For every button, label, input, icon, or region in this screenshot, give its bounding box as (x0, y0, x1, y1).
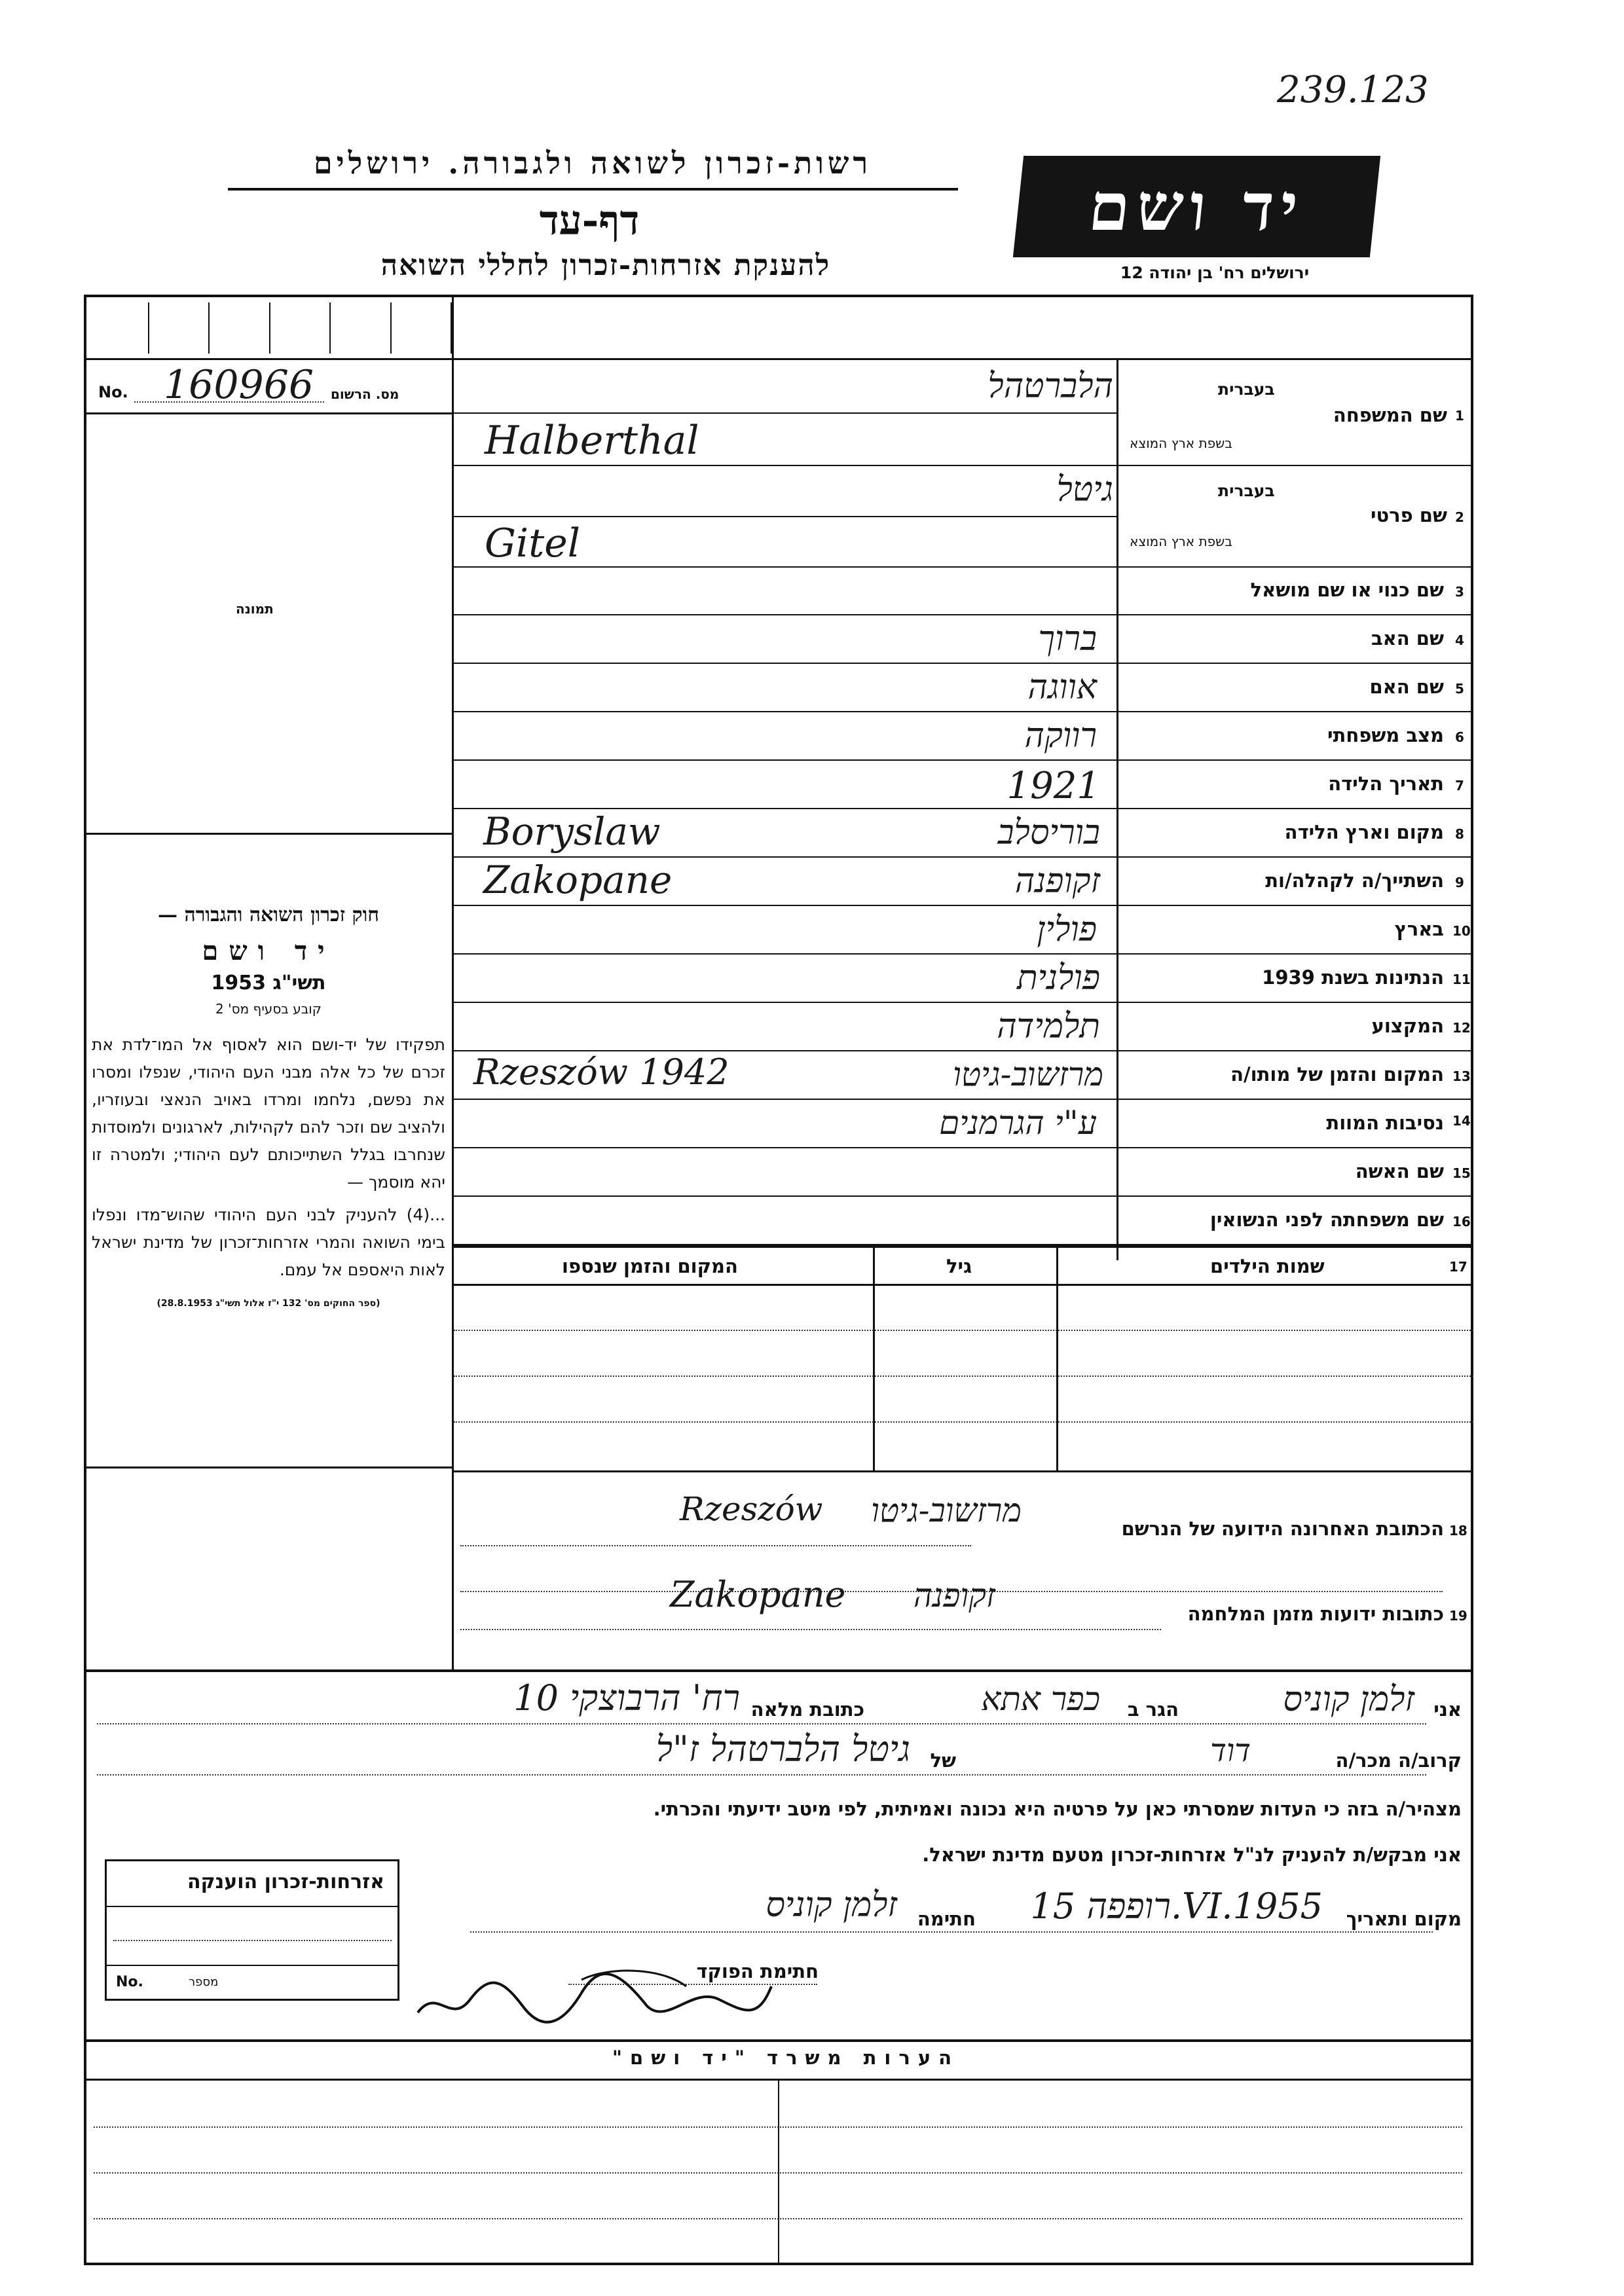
field-2-value-latin: Gitel (485, 520, 580, 566)
address-label: כתובת מלאה (750, 1698, 864, 1721)
field-row (454, 858, 1473, 906)
law-title: חוק זכרון השואה והגבורה — (158, 903, 379, 926)
field-row (454, 1197, 1473, 1245)
form-title: דף-עד (539, 196, 640, 244)
field-11-label: הנתינות בשנת 1939 (1262, 966, 1444, 989)
children-col-age: גיל (946, 1255, 972, 1277)
field-13-label: המקום והזמן של מותו/ה (1230, 1063, 1444, 1085)
field-12-value: תלמידה (997, 1007, 1100, 1046)
field-19-value-latin: Zakopane (670, 1574, 846, 1615)
field-10-value: פולין (1037, 910, 1097, 949)
field-9-value-hebrew: זקופנה (1014, 862, 1100, 901)
field-14-label: נסיבות המוות (1326, 1112, 1444, 1134)
field-13-number: 13 (1452, 1068, 1471, 1084)
field-9-value-latin: Zakopane (483, 858, 673, 902)
law-citation: (ספר החוקים מס' 132 י"ז אלול תשי"ג 28.8.1953) (157, 1298, 380, 1309)
field-12-label: המקצוע (1371, 1015, 1444, 1037)
field-row (454, 1003, 1473, 1051)
citizenship-number-label: מספר (189, 1975, 219, 1989)
place-date-label: מקום ותאריך (1346, 1908, 1462, 1930)
residing-label: הגר ב (1127, 1698, 1179, 1721)
field-16-label: שם משפחתה לפני הנשואין (1209, 1209, 1444, 1231)
field-8-value-hebrew: בוריסלב (997, 813, 1100, 852)
field-12-number: 12 (1452, 1020, 1471, 1036)
field-row (454, 1100, 1473, 1148)
field-4-label: שם האב (1371, 627, 1444, 649)
document-number: 239.123 (1277, 69, 1429, 111)
relation-value: דוד (1210, 1732, 1251, 1769)
field-7-label: תאריך הלידה (1328, 773, 1444, 795)
signature-label: חתימה (917, 1908, 976, 1930)
office-notes-lines (84, 2081, 1473, 2265)
law-section-ref: קובע בסעיף מס' 2 (215, 1001, 322, 1017)
logo-address: ירושלים רח' בן יהודה 12 (1120, 263, 1310, 282)
field-11-value: פולנית (1016, 958, 1100, 998)
declaration-ani: אני (1433, 1698, 1462, 1721)
field-10-label: בארץ (1394, 918, 1444, 940)
reg-no-prefix: No. (98, 383, 128, 401)
authority-underline (228, 188, 958, 191)
field-18-value-latin: Rzeszów (680, 1490, 823, 1528)
field-2-value-hebrew: גיטל (1056, 470, 1113, 509)
official-signature-label: חתימת הפוקד (696, 1960, 819, 1982)
field-11-number: 11 (1452, 972, 1471, 987)
top-box-cells (88, 302, 452, 354)
field-row (454, 712, 1473, 761)
field-2-sub-top: בעברית (1218, 481, 1275, 500)
declaration-statement-1: מצהיר/ה בזה כי העדות שמסרתי כאן על פרטיה היא נכונה ואמיתית, לפי מיטב ידיעתי והכרתי. (653, 1798, 1462, 1820)
children-col-place: המקום והזמן שנספו (562, 1255, 738, 1277)
law-year: תשי"ג 1953 (211, 972, 326, 994)
field-14-number: 14 (1452, 1113, 1471, 1129)
field-7-value: 1921 (1006, 765, 1100, 807)
field-1-sub-bottom: בשפת ארץ המוצא (1130, 435, 1232, 451)
registration-number-row (88, 363, 452, 409)
field-2-sub-bottom: בשפת ארץ המוצא (1130, 534, 1232, 549)
declaration-statement-2: אני מבקש/ת להעניק לנ"ל אזרחות-זכרון מטעם מדינת ישראל. (922, 1844, 1462, 1866)
field-1-number: 1 (1455, 408, 1464, 424)
field-row (454, 1148, 1473, 1197)
residing-value: כפר אתא (981, 1680, 1100, 1718)
field-1-sub-top: בעברית (1218, 380, 1275, 399)
field-4-number: 4 (1455, 632, 1464, 648)
signature-value: זלמן קוניס (766, 1886, 897, 1925)
field-10-number: 10 (1452, 923, 1471, 939)
field-9-number: 9 (1455, 875, 1464, 890)
photo-box-bottom (85, 833, 453, 835)
law-paragraph-1: תפקידו של יד-ושם הוא לאסוף אל המו־לדת את זכרם של כל אלה מבני העם היהודי, שנפלו ומסרו את נפשם, נלחמו ומרדו באויב הנאצי ובעוזריו, ולהציב שם וזכר להם לקהילות, לארגונים ולמוסדות שנחרבו בגלל השתייכותם לעם היהודי; ולמטרה זו יהא מוסמך — (92, 1035, 445, 1192)
sidebar-bottom-line (85, 1467, 453, 1468)
place-date-value: רופפה 15.VI.1955 (1030, 1886, 1323, 1927)
citizenship-no-label: No. (116, 1974, 143, 1990)
field-2-label: שם פרטי (1370, 504, 1447, 526)
field-13-value-hebrew: מרזשוב-גיטו (953, 1055, 1103, 1093)
field-18-value-hebrew: מרזשוב-גיטו (871, 1491, 1022, 1529)
field-18-label: הכתובת האחרונה הידועה של הנרשם (1121, 1518, 1444, 1540)
of-label: של (930, 1749, 956, 1772)
field-5-value: אווגה (1027, 668, 1097, 707)
field-3-number: 3 (1455, 584, 1464, 600)
of-value: גיטל הלברטהל ז"ל (655, 1728, 910, 1770)
field-1-label: שם המשפחה (1333, 404, 1447, 426)
field-15-label: שם האשה (1355, 1160, 1444, 1182)
declarant-name: זלמן קוניס (1283, 1680, 1414, 1719)
field-1-value-hebrew: הלברטהל (987, 367, 1113, 406)
form-subtitle: להענקת אזרחות-זכרון לחללי השואה (380, 249, 831, 282)
field-row (454, 664, 1473, 712)
authority-name: רשות-זכרון לשואה ולגבורה. ירושלים (313, 145, 872, 181)
children-col-names: שמות הילדים (1210, 1255, 1325, 1277)
address-section (454, 1472, 1473, 1668)
field-17-number: 17 (1449, 1259, 1467, 1275)
field-4-value: ברוך (1038, 619, 1097, 659)
field-13-value-latin: Rzeszów 1942 (473, 1051, 729, 1093)
field-row (454, 906, 1473, 955)
field-row (454, 955, 1473, 1003)
registration-divider (85, 412, 453, 414)
registration-number: 160966 (164, 362, 314, 408)
field-row (454, 567, 1473, 615)
field-row (454, 1051, 1473, 1100)
field-row (454, 809, 1473, 858)
relation-label: קרוב/ה מכר/ה (1335, 1749, 1462, 1772)
field-19-value-hebrew: זקופנה (913, 1576, 995, 1614)
office-notes-title: הערות משרד "יד ושם" (612, 2047, 960, 2069)
field-6-value: רווקה (1024, 716, 1097, 756)
field-8-number: 8 (1455, 826, 1464, 842)
field-6-number: 6 (1455, 729, 1464, 745)
registration-label: מס. הרשום (331, 386, 399, 402)
field-19-label: כתובות ידועות מזמן המלחמה (1187, 1603, 1444, 1625)
simple-fields (454, 567, 1473, 1244)
field-8-label: מקום וארץ הלידה (1284, 821, 1444, 843)
children-table (454, 1246, 1473, 1472)
official-signature (411, 1960, 778, 2039)
field-18-number: 18 (1449, 1523, 1467, 1539)
citizenship-box-title: אזרחות-זכרון הוענקה (187, 1870, 384, 1893)
law-paragraph-2: ...(4) להעניק לבני העם היהודי שהוש־מדו ונפלו בימי השואה והמרי אזרחות־זכרון של מדינת ישראל לאות היאספם אל עמם. (92, 1205, 445, 1279)
field-16-number: 16 (1452, 1214, 1471, 1230)
field-5-number: 5 (1455, 681, 1464, 697)
field-9-label: השתייך/ה לקהלה/ות (1265, 869, 1444, 892)
field-row (454, 761, 1473, 809)
field-2-number: 2 (1455, 509, 1464, 525)
field-3-label: שם כנוי או שם מושאל (1250, 579, 1444, 601)
law-sidebar (92, 903, 445, 1309)
field-8-value-latin: Boryslaw (483, 809, 661, 854)
field-14-value: ע"י הגרמנים (939, 1104, 1097, 1142)
citizenship-granted-box (105, 1859, 399, 2001)
photo-label: תמונה (236, 601, 274, 617)
law-name: יד ושם (202, 936, 335, 966)
address-value: רח' הרבוצקי 10 (513, 1677, 740, 1719)
field-5-label: שם האם (1369, 676, 1444, 698)
yad-vashem-logo (1013, 156, 1380, 257)
field-19-number: 19 (1449, 1608, 1467, 1624)
logo-text: יד ושם (1085, 168, 1308, 246)
field-6-label: מצב משפחתי (1327, 724, 1444, 746)
field-15-number: 15 (1452, 1165, 1471, 1181)
field-7-number: 7 (1455, 778, 1464, 793)
notes-top-line (84, 2039, 1473, 2042)
field-row (454, 615, 1473, 664)
field-1-value-latin: Halberthal (485, 418, 699, 464)
